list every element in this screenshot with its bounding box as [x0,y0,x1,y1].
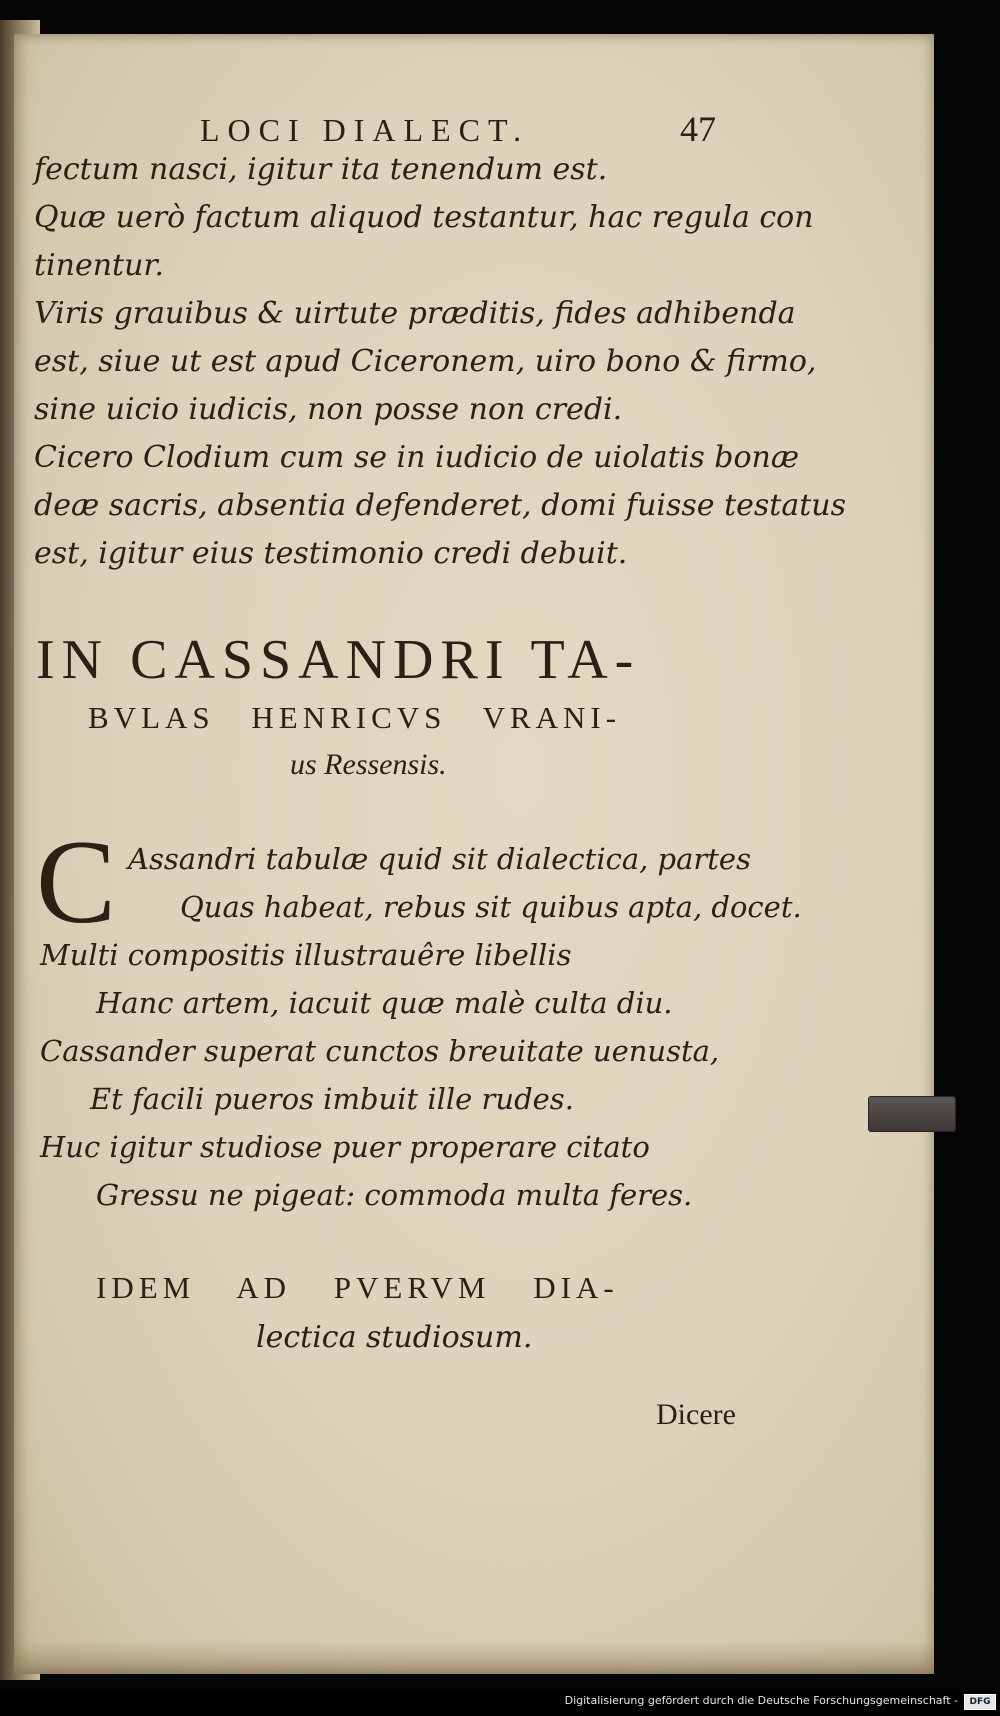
poem-title-line-3: us Ressensis. [290,748,447,781]
poem-line: Huc igitur studiose puer properare citato [40,1130,650,1164]
poem-title-line-1: IN CASSANDRI TA- [36,629,641,691]
body-line: deæ sacris, absentia defenderet, domi fuisse testatus [34,488,846,523]
dfg-logo-icon [964,1694,996,1710]
body-line: tinentur. [34,248,165,283]
poem-line: Gressu ne pigeat: commoda multa feres. [96,1178,693,1212]
poem-line: Cassander superat cunctos breuitate uenusta, [40,1034,720,1068]
body-line: fectum nasci, igitur ita tenendum est. [34,152,608,187]
poem-line: Et facili pueros imbuit ille rudes. [90,1082,574,1116]
body-line: Cicero Clodium cum se in iudicio de uiolatis bonæ [34,440,800,475]
drop-cap-initial: C [36,815,117,948]
page-bottom-shadow [14,1640,934,1674]
page-number: 47 [680,109,716,149]
body-line: Viris grauibus & uirtute præditis, fides adhibenda [34,296,796,331]
dfg-logo-text: DFG [969,1697,991,1707]
footer-credit: Digitalisierung gefördert durch die Deutsche Forschungsgemeinschaft - [564,1694,958,1707]
second-title-line-2: lectica studiosum. [256,1320,533,1355]
catchword: Dicere [656,1398,736,1431]
poem-line: Quas habeat, rebus sit quibus apta, docet. [180,890,802,924]
poem-line: Multi compositis illustrauêre libellis [40,938,572,972]
running-head: LOCI DIALECT. [200,112,530,148]
body-line: est, siue ut est apud Ciceronem, uiro bono & firmo, [34,344,817,379]
poem-line: Assandri tabulæ quid sit dialectica, partes [128,842,751,876]
poem-title-line-2: BVLAS HENRICVS VRANI- [88,700,622,735]
body-line: est, igitur eius testimonio credi debuit. [34,536,628,571]
poem-line: Hanc artem, iacuit quæ malè culta diu. [96,986,673,1020]
body-line: Quæ uerò factum aliquod testantur, hac regula con [34,200,814,235]
second-title-line-1: IDEM AD PVERVM DIA- [96,1270,619,1305]
page-tab-marker [868,1096,956,1132]
body-line: sine uicio iudicis, non posse non credi. [34,392,623,427]
